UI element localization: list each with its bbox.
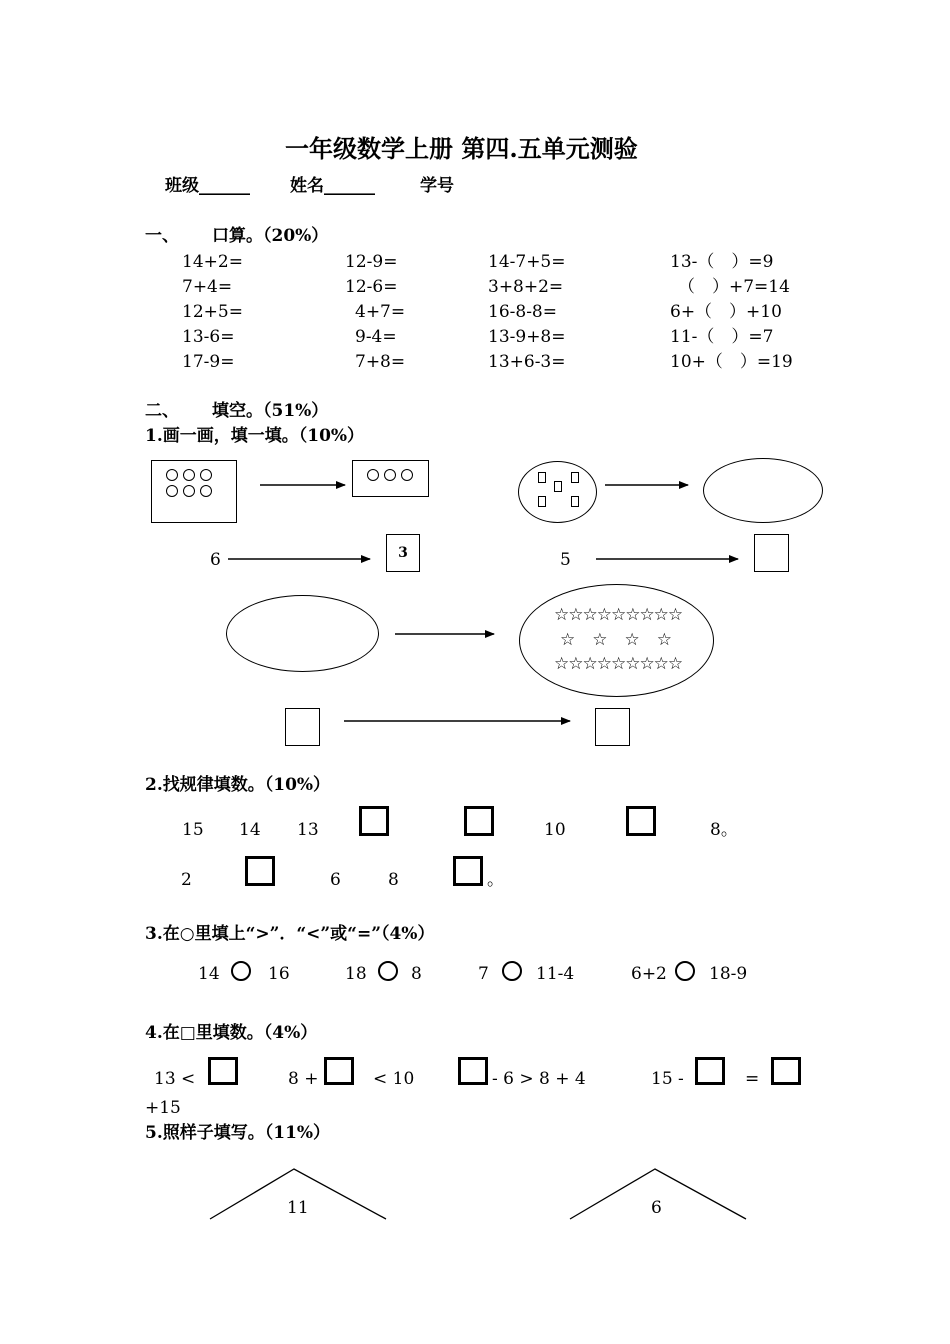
answer-box[interactable] [754,534,789,572]
stars-oval [519,584,714,697]
answer-box[interactable] [285,708,320,746]
math-item: 13+6-3= [488,352,566,372]
sequence-number: 10 [544,820,566,840]
answer-box[interactable] [208,1057,238,1085]
circles-box-six [151,460,237,523]
small-square [554,481,562,492]
answer-box[interactable] [359,806,389,836]
sequence-number: 13 [297,820,319,840]
answer-box[interactable] [324,1057,354,1085]
inequality-text: = [745,1069,760,1089]
math-item: 13-（ ）=9 [670,252,774,272]
inequality-text: - 6 > 8 + 4 [492,1069,586,1089]
inequality-text: < 10 [373,1069,415,1089]
page-title: 一年级数学上册 第四.五单元测验 [285,134,638,163]
math-item: 9-4= [355,327,397,347]
star-row: ☆ ☆ ☆ ☆ [560,630,672,650]
q2-heading: 2.找规律填数。（10%） [145,775,331,795]
small-square [571,496,579,507]
compare-value: 18 [345,964,367,984]
math-item: 7+4= [182,277,233,297]
squares-oval [518,461,597,523]
answer-box[interactable] [245,856,275,886]
compare-value: 7 [478,964,489,984]
answer-box[interactable] [453,856,483,886]
small-circle [401,469,413,481]
student-id-field[interactable]: 学号 [420,176,454,196]
name-field[interactable]: 姓名______ [290,176,375,196]
math-item: 17-9= [182,352,235,372]
small-circle [367,469,379,481]
math-item: 14-7+5= [488,252,566,272]
small-square [571,472,579,483]
math-item: 10+（ ）=19 [670,352,793,372]
small-circle [166,469,178,481]
sequence-number: 14 [239,820,261,840]
math-item: 16-8-8= [488,302,557,322]
math-item: （ ）+7=14 [678,277,790,297]
star-row: ☆☆☆☆☆☆☆☆☆ [554,654,683,674]
circles-box-three [352,460,429,497]
filled-number: 3 [398,545,408,561]
section-2-number: 二、 [145,401,179,421]
q3-heading: 3.在○里填上“>”．“<”或“=”（4%） [145,924,435,944]
star-row: ☆☆☆☆☆☆☆☆☆ [554,605,683,625]
math-item: 6+（ ）+10 [670,302,782,322]
sequence-end: 。 [487,870,504,890]
section-1-heading: 口算。（20%） [212,226,329,246]
sequence-number: 2 [181,870,192,890]
answer-box[interactable] [771,1057,801,1085]
compare-circle[interactable] [675,961,695,981]
inequality-text: +15 [145,1098,181,1118]
answer-box[interactable] [595,708,630,746]
math-item: 13-6= [182,327,235,347]
math-item: 12-9= [345,252,398,272]
sequence-number: 8 [388,870,399,890]
small-square [538,472,546,483]
small-circle [183,485,195,497]
answer-box[interactable] [626,806,656,836]
answer-box[interactable] [464,806,494,836]
small-circle [384,469,396,481]
q1-heading: 1.画一画，填一填。（10%） [145,426,365,446]
number-box-filled [386,534,420,572]
small-circle [200,469,212,481]
compare-value: 16 [268,964,290,984]
math-item: 12+5= [182,302,243,322]
compare-circle[interactable] [378,961,398,981]
math-item: 11-（ ）=7 [670,327,774,347]
small-circle [166,485,178,497]
compare-value: 8 [411,964,422,984]
compare-circle[interactable] [231,961,251,981]
math-item: 3+8+2= [488,277,564,297]
empty-oval-answer[interactable] [226,595,379,672]
inequality-text: 13 < [154,1069,196,1089]
sequence-number: 8。 [710,820,738,840]
section-2-heading: 填空。（51%） [212,401,329,421]
roof-number: 6 [651,1198,662,1218]
q5-heading: 5.照样子填写。（11%） [145,1123,331,1143]
inequality-text: 8 + [288,1069,319,1089]
section-1-number: 一、 [145,226,179,246]
small-square [538,496,546,507]
sequence-number: 6 [330,870,341,890]
compare-value: 14 [198,964,220,984]
empty-oval-answer[interactable] [703,458,823,523]
inequality-text: 15 - [651,1069,684,1089]
answer-box[interactable] [458,1057,488,1085]
q4-heading: 4.在□里填数。（4%） [145,1023,318,1043]
small-circle [200,485,212,497]
compare-value: 11-4 [536,964,575,984]
compare-value: 6+2 [631,964,667,984]
compare-value: 18-9 [709,964,748,984]
math-item: 7+8= [355,352,406,372]
math-item: 12-6= [345,277,398,297]
sequence-number: 15 [182,820,204,840]
q1-right-number: 5 [560,550,571,570]
compare-circle[interactable] [502,961,522,981]
answer-box[interactable] [695,1057,725,1085]
small-circle [183,469,195,481]
math-item: 13-9+8= [488,327,566,347]
q1-left-number: 6 [210,550,221,570]
roof-number: 11 [287,1198,309,1218]
math-item: 4+7= [355,302,406,322]
math-item: 14+2= [182,252,243,272]
class-field[interactable]: 班级______ [165,176,250,196]
